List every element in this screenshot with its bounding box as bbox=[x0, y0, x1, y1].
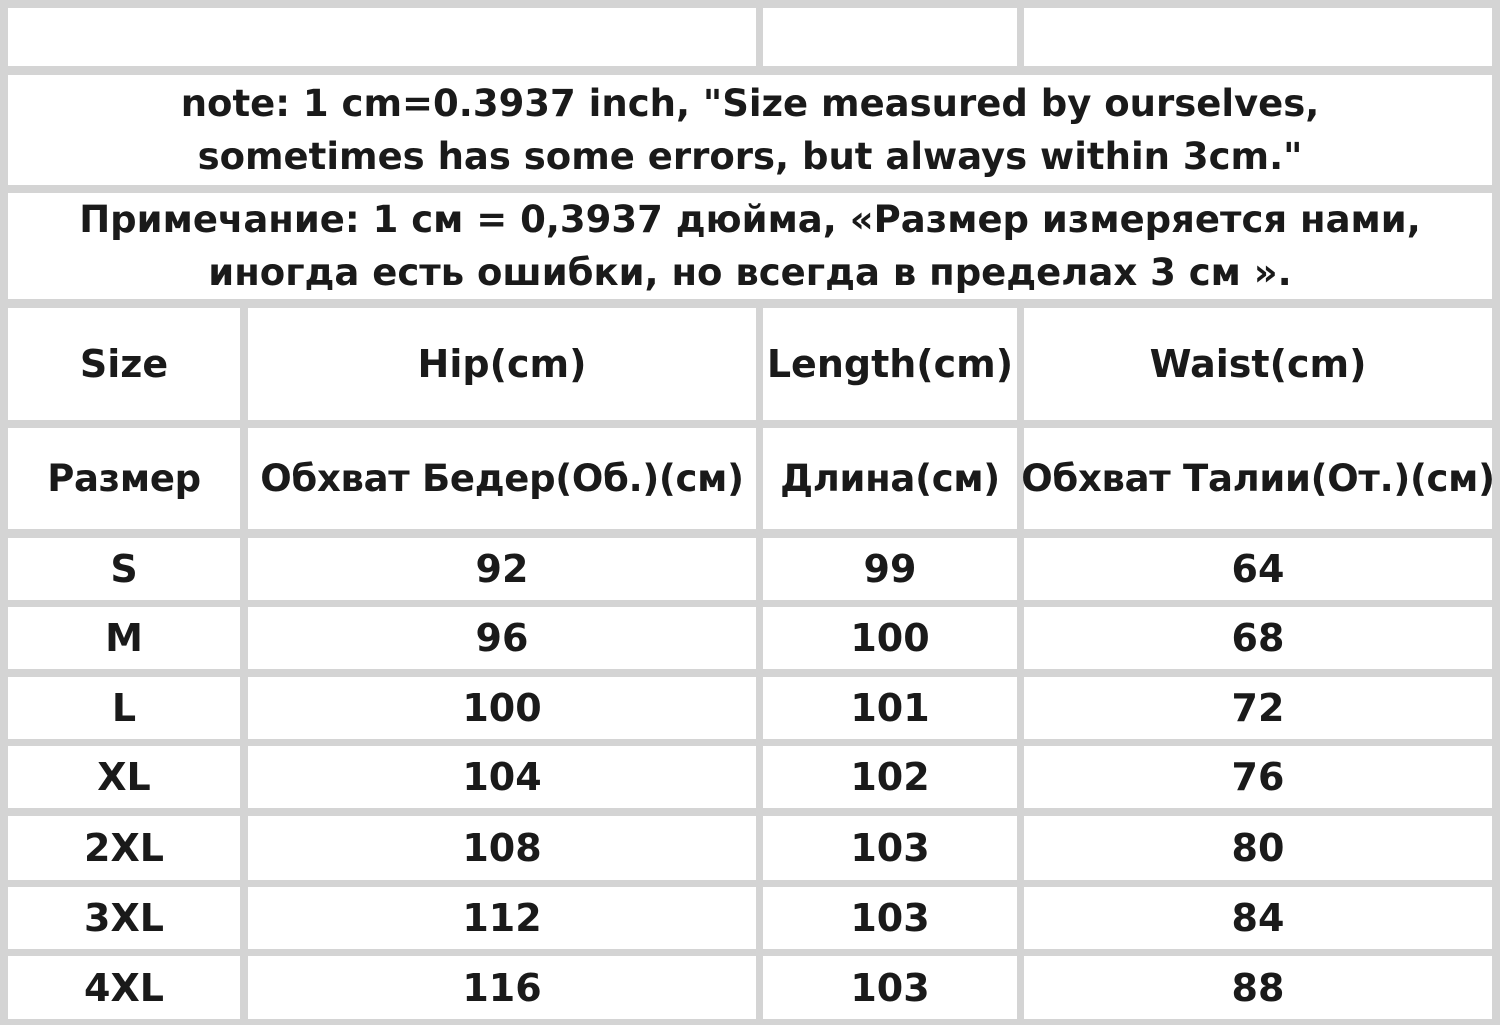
waist-cell: 80 bbox=[1024, 816, 1492, 880]
header-waist: Waist(cm) bbox=[1024, 308, 1492, 420]
length-cell: 101 bbox=[763, 677, 1017, 739]
empty-top-cell bbox=[1024, 8, 1492, 66]
note-english-line-1: note: 1 cm=0.3937 inch, "Size measured by ourselves, bbox=[180, 82, 1320, 125]
size-cell: M bbox=[8, 607, 240, 669]
size-cell: L bbox=[8, 677, 240, 739]
header-waist-ru: Обхват Талии(От.)(см) bbox=[1024, 428, 1492, 529]
header-size-ru: Размер bbox=[8, 428, 240, 529]
waist-cell: 76 bbox=[1024, 746, 1492, 808]
length-cell: 100 bbox=[763, 607, 1017, 669]
waist-cell: 84 bbox=[1024, 887, 1492, 949]
header-hip-ru: Обхват Бедер(Об.)(см) bbox=[248, 428, 756, 529]
header-length-ru: Длина(см) bbox=[763, 428, 1017, 529]
hip-cell: 92 bbox=[248, 538, 756, 600]
length-cell: 99 bbox=[763, 538, 1017, 600]
note-russian-line-1: Примечание: 1 см = 0,3937 дюйма, «Размер измеряется нами, bbox=[79, 198, 1421, 241]
size-cell: XL bbox=[8, 746, 240, 808]
note-russian-line-2: иногда есть ошибки, но всегда в пределах 3 см ». bbox=[208, 251, 1292, 294]
waist-cell: 88 bbox=[1024, 956, 1492, 1019]
waist-cell: 64 bbox=[1024, 538, 1492, 600]
hip-cell: 108 bbox=[248, 816, 756, 880]
header-length: Length(cm) bbox=[763, 308, 1017, 420]
length-cell: 103 bbox=[763, 816, 1017, 880]
note-english-line-2: sometimes has some errors, but always within 3cm." bbox=[197, 135, 1303, 178]
header-hip: Hip(cm) bbox=[248, 308, 756, 420]
hip-cell: 116 bbox=[248, 956, 756, 1019]
length-cell: 102 bbox=[763, 746, 1017, 808]
size-cell: 3XL bbox=[8, 887, 240, 949]
empty-top-cell bbox=[8, 8, 756, 66]
hip-cell: 112 bbox=[248, 887, 756, 949]
waist-cell: 72 bbox=[1024, 677, 1492, 739]
hip-cell: 96 bbox=[248, 607, 756, 669]
hip-cell: 104 bbox=[248, 746, 756, 808]
size-cell: 2XL bbox=[8, 816, 240, 880]
empty-top-cell bbox=[763, 8, 1017, 66]
note-russian bbox=[8, 193, 1492, 299]
hip-cell: 100 bbox=[248, 677, 756, 739]
waist-cell: 68 bbox=[1024, 607, 1492, 669]
size-cell: S bbox=[8, 538, 240, 600]
size-cell: 4XL bbox=[8, 956, 240, 1019]
note-english bbox=[8, 75, 1492, 185]
header-size: Size bbox=[8, 308, 240, 420]
length-cell: 103 bbox=[763, 887, 1017, 949]
length-cell: 103 bbox=[763, 956, 1017, 1019]
